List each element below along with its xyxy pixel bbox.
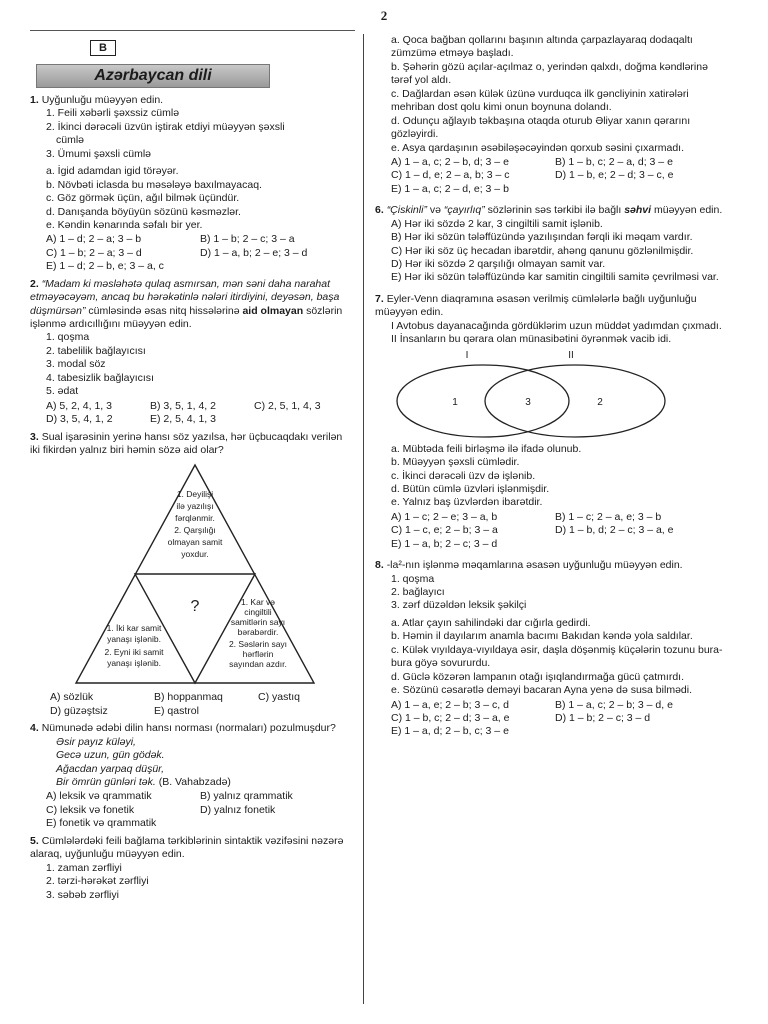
subject-banner: Azərbaycan dili — [36, 64, 270, 88]
q4-stem: Nümunədə ədəbi dilin hansı norması (normaları) pozulmuşdur? — [41, 722, 336, 735]
question-3: 3. Sual işarəsinin yerinə hansı söz yazılsa, hər üçbucaqdakı verilən iki fikirdən yalnız biri həmin sözə aid olar? 1. Deyilişi ilə yazılışı fərqlənmir. 2. Qarşılığı olmayan samit yoxdur. ? 1. İki kar samit yanaşı işlənib. 2. Eyni iki samit yanaşı işlənib. 1. Kar və cingiltili samitlərin sayı bərabərdir. 2. Səslərin sayı hərflərin sayından azdır. A) sözlük B) hoppanmaq C) yastıq D) güzəştsiz E) qastrol — [30, 431, 355, 719]
center-question-mark: ? — [190, 598, 200, 616]
q5-option: a. Qoca bağban qollarını başının altında çarpazlayaraq dodaqaltı zümzümə etməyə başladı. — [391, 34, 693, 60]
column-divider — [363, 34, 364, 1004]
answer-option[interactable]: D) 3, 5, 4, 1, 2 — [46, 413, 113, 426]
q7-sentence-2: II İnsanların bu qərara olan münasibətini öyrənmək vacib idi. — [391, 333, 672, 346]
venn-diagram — [395, 349, 685, 441]
answer-option[interactable]: A) 1 – a, c; 2 – b, d; 3 – e — [391, 155, 509, 168]
answer-option[interactable]: A) 1 – d; 2 – a; 3 – b — [46, 233, 142, 246]
left-cell-text: 1. İki kar samit — [106, 623, 162, 634]
question-1: 1. Uyğunluğu müəyyən edin. 1. Feili xəbərli şəxssiz cümlə 2. İkinci dərəcəli üzvün iştirak etdiyi müəyyən şəxsli cümlə 3. Ümumi şəxsli cümlə a. İgid adamdan igid törəyər. b. Növbəti iclasda bu məsələyə baxılmayacaq. c. Göz görmək üçün, ağıl bilmək üçündür. d. Danışanda böyüyün sözünü kəsməzlər. e. Kəndin kənarında səfalı bir yer. A) 1 – d; 2 – a; 3 – b B) 1 – b; 2 – c; 3 – a C) 1 – b; 2 – a; 3 – d D) 1 – a, b; 2 – e; 3 – d E) 1 – d; 2 – b, e; 3 – a, c — [30, 94, 355, 274]
q1-stem: Uyğunluğu müəyyən edin. — [41, 94, 164, 106]
q7-stem: Eyler-Venn diaqramına əsasən verilmiş cümlələrlə bağlı uyğunluğu müəyyən edin. — [375, 292, 697, 319]
q8-option: c. Külək vıyıldaya-vıyıldaya əsir, daşla döşənmiş küçələrin tozunu bura-bura göyə sovururdu. — [391, 643, 723, 670]
q1-item: 2. İkinci dərəcəli üzvün iştirak etdiyi müəyyən şəxsli — [46, 120, 285, 133]
q7-option: a. Mübtəda feili birləşmə ilə ifadə olunub. — [391, 442, 582, 455]
q5-option: c. Dağlardan əsən külək üzünə vurduqca ilk gəncliyinin xatirələri mehriban dost qolu kimi onun boynuna dolandı. — [391, 87, 689, 114]
right-cell-text: cingiltili — [244, 607, 272, 618]
q8-option: b. Həmin il dayılarım anamla bacımı Bakıdan kəndə yola saldılar. — [391, 630, 693, 643]
q5-item: 1. zaman zərfliyi — [46, 861, 122, 874]
answer-option[interactable]: E) 1 – a, b; 2 – c; 3 – d — [391, 537, 498, 550]
left-cell-text: yanaşı işlənib. — [107, 658, 161, 669]
answer-option[interactable]: E) qastrol — [154, 704, 199, 717]
q2-item: 4. tabesizlik bağlayıcısı — [46, 371, 154, 384]
q2-item: 1. qoşma — [46, 331, 90, 344]
question-4: 4. Nümunədə ədəbi dilin hansı norması (normaları) pozulmuşdur? Əsir payız küləyi, Gecə uzun, gün gödək. Ağacdan yarpaq düşür, Bir ömrün günləri tək. (B. Vahabzadə) A) leksik və qrammatik B) yalnız qrammatik C) leksik və fonetik D) yalnız fonetik E) fonetik və qrammatik — [30, 722, 355, 831]
venn-region-3: 3 — [525, 396, 531, 408]
q8-option: a. Atlar çayın sahilindəki dar cığırla gedirdi. — [391, 616, 591, 629]
answer-option[interactable]: D) güzəştsiz — [50, 704, 108, 717]
top-cell-text: ilə yazılışı — [176, 501, 214, 512]
q2-quote: “Madam ki məsləhətə qulaq asmırsan, mən səni daha narahat etməyəcəyəm, ancaq bu hərəkətinlə nələri itirdiyini, deyəsən, başa düşmürsən” — [30, 277, 340, 317]
q7-option: c. İkinci dərəcəli üzv də işlənib. — [391, 469, 536, 482]
answer-option[interactable]: B) 1 – a, c; 2 – b; 3 – d, e — [555, 698, 673, 711]
poem-author: (B. Vahabzadə) — [158, 776, 231, 788]
answer-option[interactable]: D) 1 – a, b; 2 – e; 3 – d — [200, 246, 308, 259]
answer-option[interactable]: D) yalnız fonetik — [200, 803, 276, 816]
q1-item: 3. Ümumi şəxsli cümlə — [46, 147, 152, 160]
q8-option: e. Sözünü cəsarətlə deməyi bacaran Ayna yenə də susa bilmədi. — [391, 684, 692, 697]
q1-option: a. İgid adamdan igid törəyər. — [46, 165, 179, 178]
answer-option[interactable]: C) Hər iki söz üç hecadan ibarətdir, ahəng qanunu gözlənilmişdir. — [391, 244, 694, 257]
answer-option[interactable]: C) 1 – b; 2 – a; 3 – d — [46, 246, 142, 259]
answer-option[interactable]: C) 1 – c, e; 2 – b; 3 – a — [391, 524, 498, 537]
answer-option[interactable]: E) fonetik və qrammatik — [46, 817, 157, 830]
right-column — [375, 34, 725, 739]
venn-region-2: 2 — [597, 396, 603, 408]
answer-option[interactable]: E) Hər iki sözün tələffüzündə kar samitin cingiltili samitə çevrilməsi var. — [391, 271, 719, 284]
venn-label-right: II — [568, 349, 574, 361]
q7-sentence-1: I Avtobus dayanacağında gördüklərim uzun müddət yadımdan çıxmadı. — [391, 319, 722, 332]
right-cell-text: bərabərdir. — [237, 627, 279, 638]
poem-line: Bir ömrün günləri tək. — [56, 776, 156, 788]
answer-option[interactable]: A) 1 – c; 2 – e; 3 – a, b — [391, 510, 498, 523]
q8-item: 1. qoşma — [391, 572, 435, 585]
q5-continued — [375, 34, 725, 196]
top-cell-text: yoxdur. — [181, 549, 209, 560]
answer-option[interactable]: D) 1 – b, d; 2 – c; 3 – a, e — [555, 524, 674, 537]
right-cell-text: samitlərin sayı — [230, 617, 286, 628]
answer-option[interactable]: C) 1 – d, e; 2 – a, b; 3 – c — [391, 169, 510, 182]
q1-option: c. Göz görmək üçün, ağıl bilmək üçündür. — [46, 192, 240, 205]
answer-option[interactable]: D) Hər iki sözdə 2 qarşılığı olmayan samit var. — [391, 258, 606, 270]
right-cell-text: hərflərin — [242, 649, 274, 660]
right-cell-text: 2. Səslərin sayı — [228, 639, 288, 650]
right-cell-text: sayından azdır. — [229, 659, 287, 670]
q5-stem: Cümlələrdəki feili bağlama tərkiblərinin sintaktik vəzifəsini nəzərə alaraq, uyğunluğu müəyyən edin. — [30, 834, 344, 861]
answer-option[interactable]: A) leksik və qrammatik — [46, 790, 152, 803]
answer-option[interactable]: E) 1 – a, c; 2 – d, e; 3 – b — [391, 182, 509, 195]
top-rule — [30, 30, 355, 31]
answer-option[interactable]: E) 2, 5, 4, 1, 3 — [150, 413, 216, 426]
answer-option[interactable]: B) yalnız qrammatik — [200, 790, 293, 803]
left-cell-text: 2. Eyni iki samit — [104, 647, 164, 658]
q5-item: 3. səbəb zərfliyi — [46, 888, 119, 901]
answer-option[interactable]: A) sözlük — [50, 691, 94, 704]
venn-circle-left — [397, 365, 569, 437]
answer-option[interactable]: B) 1 – b; 2 – c; 3 – a — [200, 233, 295, 246]
answer-option[interactable]: D) 1 – b; 2 – c; 3 – d — [555, 711, 651, 724]
top-cell-text: fərqlənmir. — [175, 513, 215, 524]
q5-option: e. Asya qardaşının əsəbiləşəcəyindən qorxub səsini çıxarmadı. — [391, 141, 685, 154]
top-cell-text: olmayan samit — [167, 537, 223, 548]
answer-option[interactable]: A) 5, 2, 4, 1, 3 — [46, 399, 112, 412]
q5-option: d. Odunçu ağlayıb təkbaşına otaqda oturub Əliyar xanın qərarını gözləyirdi. — [391, 114, 691, 141]
left-column — [30, 40, 355, 902]
variant-box: B — [90, 40, 116, 56]
q5-option: b. Şəhərin gözü açılar-açılmaz o, yerindən qalxdı, doğma kəndlərinə tərəf yol aldı. — [391, 60, 708, 87]
q3-stem: Sual işarəsinin yerinə hansı söz yazılsa, hər üçbucaqdakı verilən iki fikirdən yalnız biri həmin sözə aid olar? — [30, 430, 343, 456]
left-cell-text: yanaşı işlənib. — [107, 634, 161, 645]
poem-line: Gecə uzun, gün gödək. — [56, 749, 165, 762]
q2-item: 5. ədat — [46, 385, 79, 398]
question-2: 2. “Madam ki məsləhətə qulaq asmırsan, mən səni daha narahat etməyəcəyəm, ancaq bu hərəkətinlə nələri itirdiyini, deyəsən, başa düşmürsən” cümləsində əsas nitq hissələrinə aid olmayan sözlərin işlənmə ardıcıllığını müəyyən edin. 1. qoşma 2. tabelilik bağlayıcısı 3. modal söz 4. tabesizlik bağlayıcısı 5. ədat A) 5, 2, 4, 1, 3 B) 3, 5, 1, 4, 2 C) 2, 5, 1, 4, 3 D) 3, 5, 4, 1, 2 E) 2, 5, 4, 1, 3 — [30, 278, 355, 427]
answer-option[interactable]: C) 2, 5, 1, 4, 3 — [254, 399, 321, 412]
q1-option: b. Növbəti iclasda bu məsələyə baxılmayacaq. — [46, 178, 262, 191]
answer-option[interactable]: B) 3, 5, 1, 4, 2 — [150, 399, 216, 412]
question-8: 8. -la²-nın işlənmə məqamlarına əsasən uyğunluğu müəyyən edin. 1. qoşma 2. bağlayıcı 3. zərf düzəldən leksik şəkilçi a. Atlar çayın sahilindəki dar cığırla gedirdi. b. Həmin il dayılarım anamla bacımı Bakıdan kəndə yola saldılar. c. Külək vıyıldaya-vıyıldaya əsir, daşla döşənmiş küçələrin tozunu bura-bura göyə sovururdu. d. Güclə közərən lampanın otağı işıqlandırmağa gücü çatmırdı. e. Sözünü cəsarətlə deməyi bacaran Ayna yenə də susa bilmədi. A) 1 – a, e; 2 – b; 3 – c, d B) 1 – a, c; 2 – b; 3 – d, e C) 1 – b, c; 2 – d; 3 – a, e D) 1 – b; 2 – c; 3 – d E) 1 – a, d; 2 – b, c; 3 – e — [375, 559, 725, 739]
q8-item: 3. zərf düzəldən leksik şəkilçi — [391, 599, 527, 612]
q7-option: d. Bütün cümlə üzvləri işlənmişdir. — [391, 482, 550, 495]
question-6: 6. “Çiskinli” və “çayırlıq” sözlərinin səs tərkibi ilə bağlı səhvi müəyyən edin. A) Hər iki sözdə 2 kar, 3 cingiltili samit işlənib. B) Hər iki sözün tələffüzündə yazılışından fərqli iki məqam vardır. C) Hər iki söz üç hecadan ibarətdir, ahəng qanunu gözlənilmişdir. D) Hər iki sözdə 2 qarşılığı olmayan samit var. E) Hər iki sözün tələffüzündə kar samitin cingiltili samitə çevrilməsi var. — [375, 204, 725, 285]
triangle-diagram — [70, 461, 320, 689]
answer-option[interactable]: C) 1 – b, c; 2 – d; 3 – a, e — [391, 711, 510, 724]
question-5: 5. Cümlələrdəki feili bağlama tərkiblərinin sintaktik vəzifəsini nəzərə alaraq, uyğunluğu müəyyən edin. 1. zaman zərfliyi 2. tərzi-hərəkət zərfliyi 3. səbəb zərfliyi — [30, 835, 355, 902]
q1-option: d. Danışanda böyüyün sözünü kəsməzlər. — [46, 205, 241, 218]
top-cell-text: 2. Qarşılığı — [174, 525, 216, 536]
answer-option[interactable]: A) Hər iki sözdə 2 kar, 3 cingiltili samit işlənib. — [391, 217, 603, 230]
question-7: 7. Eyler-Venn diaqramına əsasən verilmiş cümlələrlə bağlı uyğunluğu müəyyən edin. I Avtobus dayanacağında gördüklərim uzun müddət yadımdan çıxmadı. II İnsanların bu qərara olan münasibətini öyrənmək vacib idi. I II 1 3 2 a. Mübtəda feili birləşmə ilə ifadə olunub. b. Müəyyən şəxsli cümlədir. c. İkinci dərəcəli üzv də işlənib. d. Bütün cümlə üzvləri işlənmişdir. e. Yalnız baş üzvlərdən ibarətdir. A) 1 – c; 2 – e; 3 – a, b B) 1 – c; 2 – a, e; 3 – b C) 1 – c, e; 2 – b; 3 – a D) 1 – b, d; 2 – c; 3 – a, e E) 1 – a, b; 2 – c; 3 – d — [375, 293, 725, 551]
venn-circle-right — [485, 365, 665, 437]
q2-item: 3. modal söz — [46, 358, 106, 371]
answer-option[interactable]: D) 1 – b, e; 2 – d; 3 – c, e — [555, 169, 674, 182]
page-number: 2 — [380, 8, 388, 23]
answer-option[interactable]: E) 1 – a, d; 2 – b, c; 3 – e — [391, 725, 509, 738]
q1-item: 1. Feili xəbərli şəxssiz cümlə — [46, 107, 180, 120]
venn-label-left: I — [465, 349, 469, 361]
answer-option[interactable]: E) 1 – d; 2 – b, e; 3 – a, c — [46, 260, 164, 273]
answer-option[interactable]: B) Hər iki sözün tələffüzündə yazılışından fərqli iki məqam vardır. — [391, 231, 693, 244]
right-cell-text: 1. Kar və — [240, 597, 276, 608]
q7-option: b. Müəyyən şəxsli cümlədir. — [391, 456, 520, 469]
poem-line: Əsir payız küləyi, — [56, 735, 136, 748]
answer-option[interactable]: B) hoppanmaq — [154, 691, 223, 704]
answer-option[interactable]: C) leksik və fonetik — [46, 803, 135, 816]
answer-option[interactable]: A) 1 – a, e; 2 – b; 3 – c, d — [391, 698, 509, 711]
q2-item: 2. tabelilik bağlayıcısı — [46, 344, 146, 357]
top-cell-text: 1. Deyilişi — [176, 489, 214, 500]
answer-option[interactable]: C) yastıq — [258, 691, 301, 704]
poem-line: Ağacdan yarpaq düşür, — [56, 762, 164, 775]
q8-option: d. Güclə közərən lampanın otağı işıqlandırmağa gücü çatmırdı. — [391, 670, 684, 683]
q7-option: e. Yalnız baş üzvlərdən ibarətdir. — [391, 496, 543, 509]
q5-item: 2. tərzi-hərəkət zərfliyi — [46, 875, 149, 888]
q1-option: e. Kəndin kənarında səfalı bir yer. — [46, 218, 203, 231]
answer-option[interactable]: B) 1 – b, c; 2 – a, d; 3 – e — [555, 155, 673, 168]
q8-stem: -la²-nın işlənmə məqamlarına əsasən uyğunluğu müəyyən edin. — [386, 559, 683, 572]
q8-item: 2. bağlayıcı — [391, 586, 445, 598]
answer-option[interactable]: B) 1 – c; 2 – a, e; 3 – b — [555, 510, 662, 523]
q1-item: cümlə — [56, 134, 85, 147]
venn-region-1: 1 — [452, 396, 458, 408]
